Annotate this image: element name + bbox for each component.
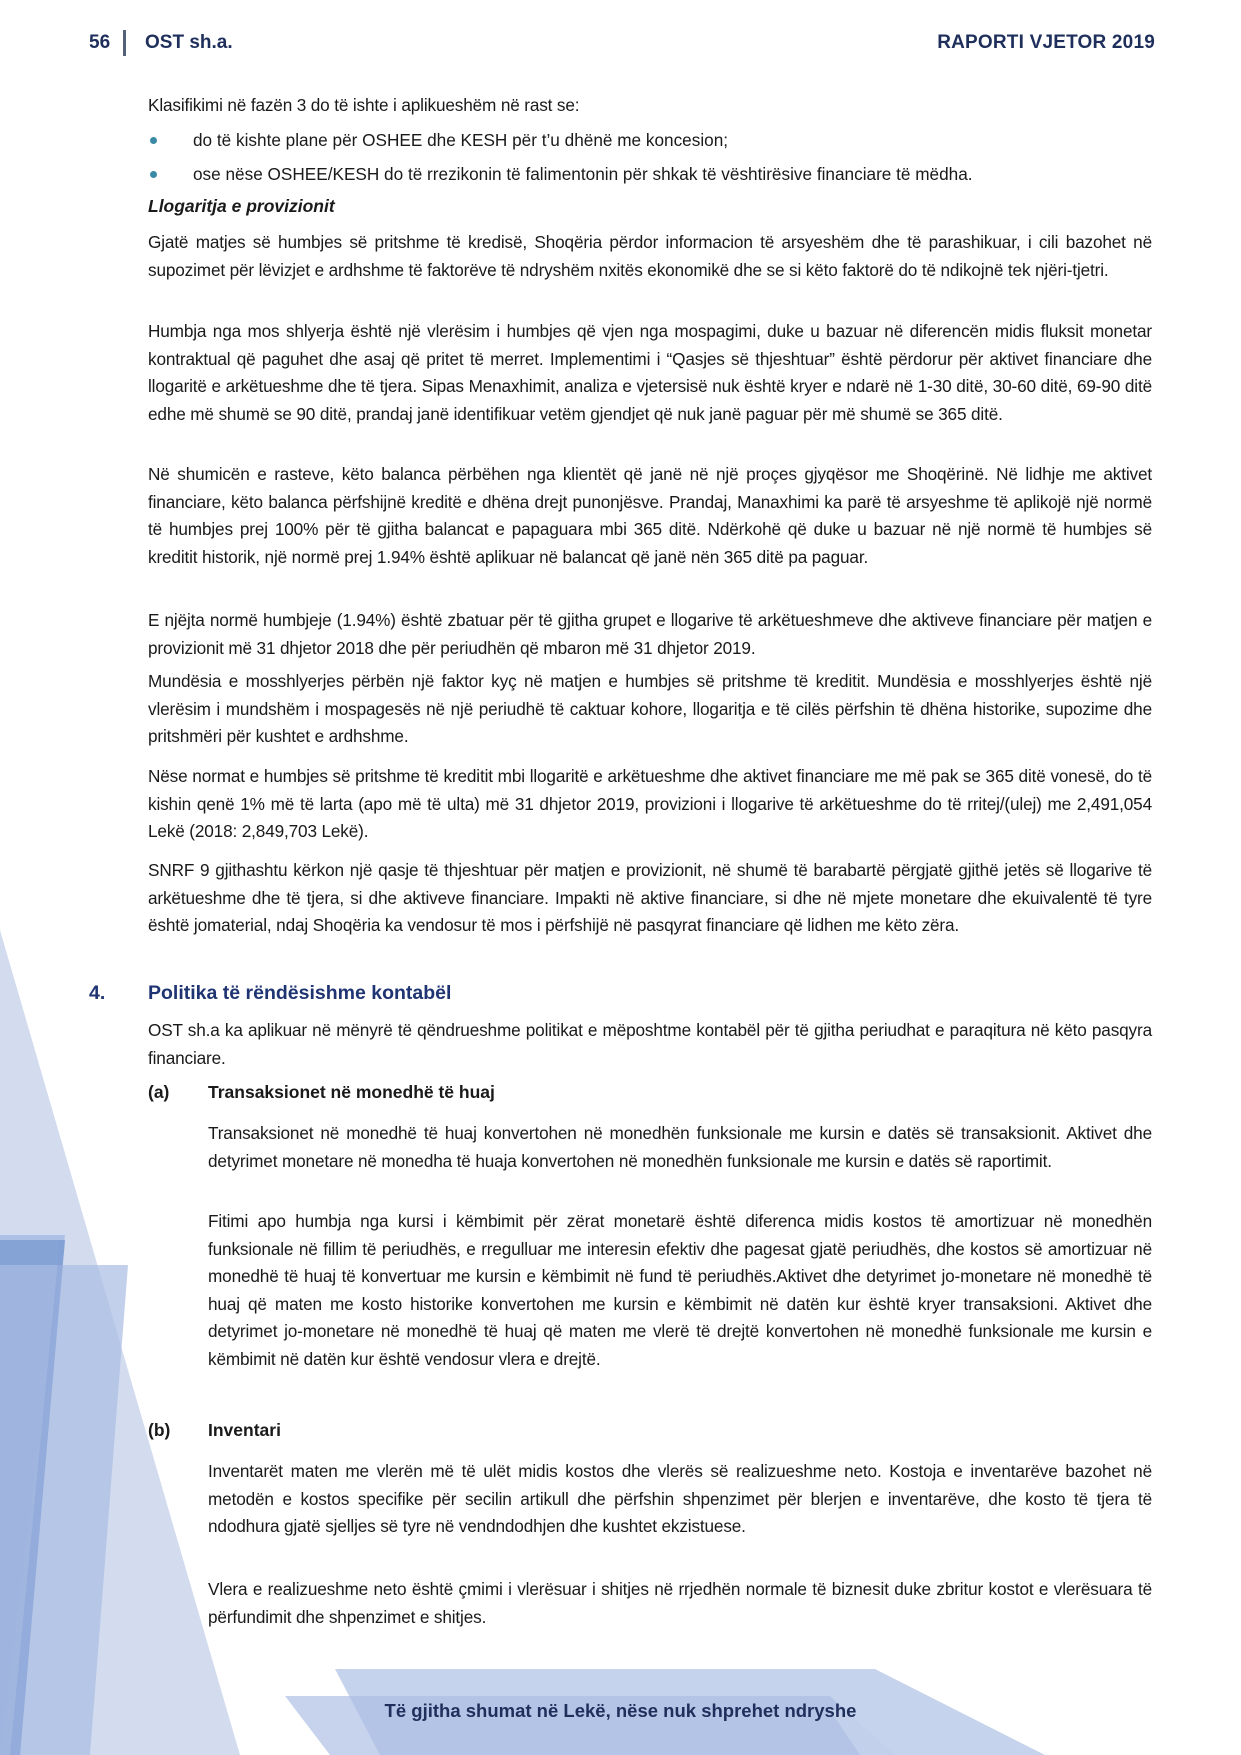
header-divider	[123, 30, 126, 56]
paragraph: Mundësia e mosshlyerjes përbën një faktor kyç në matjen e humbjes së pritshme të kreditit. Mundësia e mosshlyerjes është një vlerësim i mundshëm i mospagesës në një periudhë të caktuar kohore, llogaritja e të cilës përfshin të dhëna historike, supozime dhe pritshmëri për kushtet e ardhshme.	[148, 671, 1152, 747]
intro-paragraph: Klasifikimi në fazën 3 do të ishte i aplikueshëm në rast se:	[148, 95, 580, 115]
paragraph: Vlera e realizueshme neto është çmimi i vlerësuar i shitjes në rrjedhën normale të biznesit duke zbritur kostot e vlerësuara të përfundimit dhe shpenzimet e shitjes.	[208, 1579, 1152, 1627]
paragraph: SNRF 9 gjithashtu kërkon një qasje të thjeshtuar për matjen e provizionit, në shumë të barabartë përgjatë gjithë jetës së llogarive të arkëtueshme dhe të tjera, si dhe aktiveve financiare. Impakti në aktive financiare, si dhe në mjete monetare dhe ekuivalentë të tyre është jomaterial, ndaj Shoqëria ka vendosur të mos i përfshijë në pasqyrat financiare që lidhen me këto zëra.	[148, 860, 1152, 936]
paragraph: Nëse normat e humbjes së pritshme të kreditit mbi llogaritë e arkëtueshme dhe aktivet financiare me më pak se 365 ditë vonesë, do të kishin qenë 1% më të larta (apo më të ulta) më 31 dhjetor 2019, provizioni i llogarive të arkëtueshme do të rritej/(ulej) me 2,491,054 Lekë (2018: 2,849,703 Lekë).	[148, 766, 1152, 842]
company-name: OST sh.a.	[145, 32, 233, 53]
paragraph: Fitimi apo humbja nga kursi i këmbimit për zërat monetarë është diferenca midis kostos të amortizuar në monedhën funksionale në fillim të periudhës, e rregulluar me interesin efektiv dhe pagesat gjatë periudhës, dhe kostos së amortizuar në monedhë të huaj të konvertuar me kursin e këmbimit në fund të periudhës.Aktivet dhe detyrimet jo-monetare në monedhë të huaj që maten me kosto historike konvertohen me kursin e këmbimit në datën kur është kryer transaksioni. Aktivet dhe detyrimet jo-monetare në monedhë të huaj që maten me vlerë të drejtë konvertohen në monedhë funksionale me kursin e këmbimit në datën kur është vendosur vlera e drejtë.	[208, 1211, 1152, 1369]
paragraph: Inventarët maten me vlerën më të ulët midis kostos dhe vlerës së realizueshme neto. Kostoja e inventarëve bazohet në metodën e kostos specifike për secilin artikull dhe përfshin shpenzimet për blerjen e inventarëve, dhe kosto të tjera të ndodhura gjatë sjelljes së tyre në vendndodhjen dhe kushtet ekzistuese.	[208, 1461, 1152, 1537]
paragraph: Në shumicën e rasteve, këto balanca përbëhen nga klientët që janë në një proçes gjyqësor me Shoqërinë. Në lidhje me aktivet financiare, këto balanca përfshijnë kreditë e dhëna drejt punonjësve. Prandaj, Manaxhimi ka parë të arsyeshme të aplikojë një normë të humbjes prej 100% për të gjitha balancat e papaguara mbi 365 ditë. Ndërkohë që duke u bazuar në një normë të humbjes së kreditit historik, një normë prej 1.94% është aplikuar në balancat që janë nën 365 ditë pa paguar.	[148, 464, 1152, 567]
report-title: RAPORTI VJETOR 2019	[937, 32, 1155, 53]
footer-note: Të gjitha shumat në Lekë, nëse nuk shprehet ndryshe	[384, 1700, 857, 1721]
page-header	[89, 30, 1155, 60]
paragraph: Transaksionet në monedhë të huaj konvertohen në monedhën funksionale me kursin e datës së transaksionit. Aktivet dhe detyrimet monetare në monedha të huaja konvertohen në monedhën funksionale me kursin e datës së raportimit.	[208, 1123, 1152, 1171]
page-number: 56	[89, 32, 111, 53]
subheading: Llogaritja e provizionit	[148, 196, 335, 216]
bullet-dot-icon	[150, 137, 157, 144]
paragraph: E njëjta normë humbjeje (1.94%) është zbatuar për të gjitha grupet e llogarive të arkëtueshmeve dhe aktiveve financiare për matjen e provizionit më 31 dhjetor 2018 dhe për periudhën që mbaron më 31 dhjetor 2019.	[148, 610, 1152, 658]
document-page: 56 OST sh.a. RAPORTI VJETOR 2019 Klasifikimi në fazën 3 do të ishte i aplikueshëm në rast se: do të kishte plane për OSHEE dhe KESH për t’u dhënë me koncesion; ose nëse OSHEE/KESH do të rrezikonin të falimentonin për shkak të vështirësive financiare të mëdha. Llogaritja e provizionit Gjatë matjes së humbjes së pritshme të kredisë, Shoqëria përdor informacion të arsyeshëm dhe të parashikuar, i cili bazohet në supozimet për lëvizjet e ardhshme të faktorëve të ndryshëm nxitës ekonomikë dhe se si këto faktorë do të ndikojnë tek njëri-tjetri. Humbja nga mos shlyerja është një vlerësim i humbjes që vjen nga mospagimi, duke u bazuar në diferencën midis fluksit monetar kontraktual që paguhet dhe asaj që pritet të merret. Implementimi i “Qasjes së thjeshtuar” është përdorur për aktivet financiare dhe llogaritë e arkëtueshme dhe të tjera. Sipas Menaxhimit, analiza e vjetersisë nuk është kryer e ndarë në 1-30 ditë, 30-60 ditë, 69-90 ditë edhe më shumë se 90 ditë, prandaj janë identifikuar vetëm gjendjet që nuk janë paguar për më shumë se 365 ditë. Në shumicën e rasteve, këto balanca përbëhen nga klientët që janë në një proçes gjyqësor me Shoqërinë. Në lidhje me aktivet financiare, këto balanca përfshijnë kreditë e dhëna drejt punonjësve. Prandaj, Manaxhimi ka parë të arsyeshme të aplikojë një normë të humbjes prej 100% për të gjitha balancat e papaguara mbi 365 ditë. Ndërkohë që duke u bazuar në një normë të humbjes së kreditit historik, një normë prej 1.94% është aplikuar në balancat që janë nën 365 ditë pa paguar. E njëjta normë humbjeje (1.94%) është zbatuar për të gjitha grupet e llogarive të arkëtueshmeve dhe aktiveve financiare për matjen e provizionit më 31 dhjetor 2018 dhe për periudhën që mbaron më 31 dhjetor 2019. Mundësia e mosshlyerjes përbën një faktor kyç në matjen e humbjes së pritshme të kreditit. Mundësia e mosshlyerjes është një vlerësim i mundshëm i mospagesës në një periudhë të caktuar kohore, llogaritja e të cilës përfshin të dhëna historike, supozime dhe pritshmëri për kushtet e ardhshme. Nëse normat e humbjes së pritshme të kreditit mbi llogaritë e arkëtueshme dhe aktivet financiare me më pak se 365 ditë vonesë, do të kishin qenë 1% më të larta (apo më të ulta) më 31 dhjetor 2019, provizioni i llogarive të arkëtueshme do të rritej/(ulej) me 2,491,054 Lekë (2018: 2,849,703 Lekë). SNRF 9 gjithashtu kërkon një qasje të thjeshtuar për matjen e provizionit, në shumë të barabartë përgjatë gjithë jetës së llogarive të arkëtueshme dhe të tjera, si dhe aktiveve financiare. Impakti në aktive financiare, si dhe në mjete monetare dhe ekuivalentë të tyre është jomaterial, ndaj Shoqëria ka vendosur të mos i përfshijë në pasqyrat financiare që lidhen me këto zëra. 4. Politika të rëndësishme kontabël OST sh.a ka aplikuar në mënyrë të qëndrueshme politikat e mëposhtme kontabël për të gjitha periudhat e paraqitura në këto pasqyra financiare. (a) Transaksionet në monedhë të huaj Transaksionet në monedhë të huaj konvertohen në monedhën funksionale me kursin e datës së transaksionit. Aktivet dhe detyrimet monetare në monedha të huaja konvertohen në monedhën funksionale me kursin e datës së raportimit. Fitimi apo humbja nga kursi i këmbimit për zërat monetarë është diferenca midis kostos të amortizuar në monedhën funksionale në fillim të periudhës, e rregulluar me interesin efektiv dhe pagesat gjatë periudhës, dhe kostos së amortizuar në monedhë të huaj të konvertuar me kursin e këmbimit në fund të periudhës.Aktivet dhe detyrimet jo-monetare në monedhë të huaj që maten me kosto historike konvertohen me kursin e këmbimit në datën kur është kryer transaksioni. Aktivet dhe detyrimet jo-monetare në monedhë të huaj që maten me vlerë të drejtë konvertohen në monedhë funksionale me kursin e këmbimit në datën kur është vendosur vlera e drejtë. (b) Inventari Inventarët maten me vlerën më të ulët midis kostos dhe vlerës së realizueshme neto. Kostoja e inventarëve bazohet në metodën e kostos specifike për secilin artikull dhe përfshin shpenzimet për blerjen e inventarëve, dhe kosto të tjera të ndodhura gjatë sjelljes së tyre në vendndodhjen dhe kushtet ekzistuese. Vlera e realizueshme neto është çmimi i vlerësuar i shitjes në rrjedhën normale të biznesit duke zbritur kostot e vlerësuara të përfundimit dhe shpenzimet e shitjes. Të gjitha shumat në Lekë, nëse nuk shprehet ndryshe	[0, 0, 1241, 1755]
paragraph: Gjatë matjes së humbjes së pritshme të kredisë, Shoqëria përdor informacion të arsyeshëm dhe të parashikuar, i cili bazohet në supozimet për lëvizjet e ardhshme të faktorëve të ndryshëm nxitës ekonomikë dhe se si këto faktorë do të ndikojnë tek njëri-tjetri.	[148, 232, 1152, 280]
section-intro: OST sh.a ka aplikuar në mënyrë të qëndrueshme politikat e mëposhtme kontabël për të gjitha periudhat e paraqitura në këto pasqyra financiare.	[148, 1020, 1152, 1068]
paragraph: Humbja nga mos shlyerja është një vlerësim i humbjes që vjen nga mospagimi, duke u bazuar në diferencën midis fluksit monetar kontraktual që paguhet dhe asaj që pritet të merret. Implementimi i “Qasjes së thjeshtuar” është përdorur për aktivet financiare dhe llogaritë e arkëtueshme dhe të tjera. Sipas Menaxhimit, analiza e vjetersisë nuk është kryer e ndarë në 1-30 ditë, 30-60 ditë, 69-90 ditë edhe më shumë se 90 ditë, prandaj janë identifikuar vetëm gjendjet që nuk janë paguar për më shumë se 365 ditë.	[148, 321, 1152, 424]
bullet-dot-icon	[150, 171, 157, 178]
